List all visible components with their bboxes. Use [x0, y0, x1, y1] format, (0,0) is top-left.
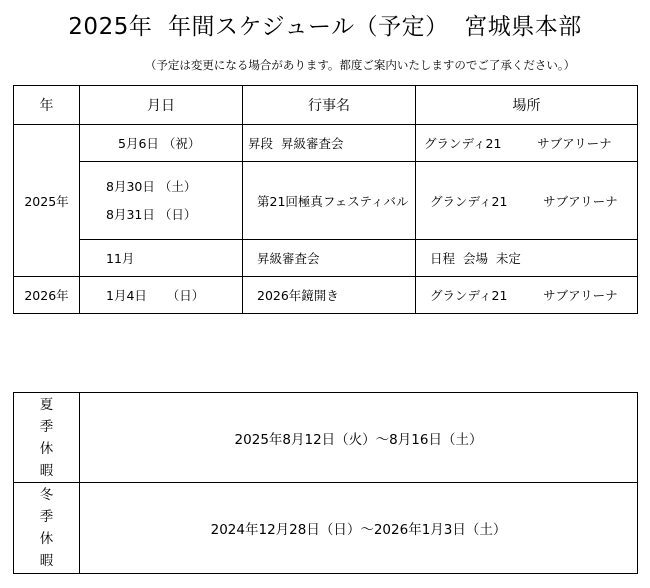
table-row	[14, 162, 638, 240]
holiday-row-summer	[14, 393, 638, 483]
label-char: 季	[39, 418, 54, 435]
date-cell	[80, 162, 243, 240]
holiday-row-winter	[14, 483, 638, 574]
table-row	[14, 240, 638, 277]
date-line: 8月30日 （土）	[106, 178, 197, 194]
table-row	[14, 277, 638, 314]
date-cell: 11月	[80, 240, 243, 277]
column-header-year: 年	[14, 86, 80, 125]
table-header-row	[14, 86, 638, 125]
place-cell: グランディ21 サブアリーナ	[416, 162, 638, 240]
winter-holiday-label	[14, 483, 80, 574]
place-cell: 日程 会場 未定	[416, 240, 638, 277]
label-char: 冬	[39, 487, 54, 503]
summer-holiday-dates: 2025年8月12日（火）～8月16日（土）	[80, 393, 638, 483]
schedule-table	[13, 85, 638, 314]
schedule-note: （予定は変更になる場合があります。都度ご案内いたしますのでご了承ください。）	[144, 58, 576, 72]
label-char: 季	[39, 509, 54, 525]
summer-holiday-label	[14, 393, 80, 483]
holiday-table	[13, 392, 638, 574]
column-header-event: 行事名	[243, 86, 416, 125]
page-title: 2025年 年間スケジュール（予定） 宮城県本部	[68, 14, 582, 40]
label-char: 休	[39, 440, 54, 457]
winter-holiday-dates: 2024年12月28日（日）～2026年1月3日（土）	[80, 483, 638, 574]
place-cell: グランディ21 サブアリーナ	[416, 277, 638, 314]
date-cell: 5月6日 （祝）	[80, 125, 243, 162]
label-char: 夏	[39, 396, 54, 413]
column-header-date: 月日	[80, 86, 243, 125]
year-cell: 2026年	[14, 277, 80, 314]
column-header-place: 場所	[416, 86, 638, 125]
place-cell: グランディ21 サブアリーナ	[416, 125, 638, 162]
date-line: 8月31日 （日）	[106, 206, 197, 222]
event-cell: 昇級審査会	[243, 240, 416, 277]
event-cell: 第21回極真フェスティバル	[243, 162, 416, 240]
date-cell: 1月4日 （日）	[80, 277, 243, 314]
event-cell: 2026年鏡開き	[243, 277, 416, 314]
label-char: 暇	[39, 462, 54, 479]
table-row	[14, 125, 638, 162]
event-cell: 昇段 昇級審査会	[243, 125, 416, 162]
year-cell: 2025年	[14, 125, 80, 277]
label-char: 暇	[39, 553, 54, 569]
label-char: 休	[39, 531, 54, 547]
